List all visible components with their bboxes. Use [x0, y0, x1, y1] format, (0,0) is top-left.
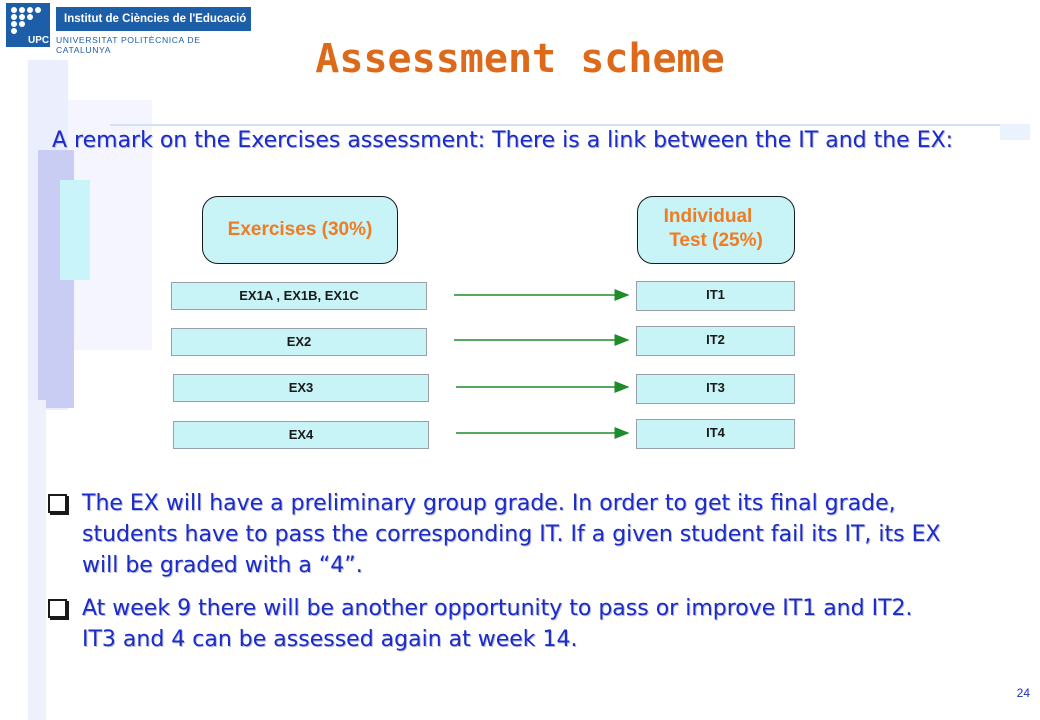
checkbox-bullet-icon [48, 599, 67, 618]
ex-box: EX4 [173, 421, 429, 449]
exercises-header: Exercises (30%) [202, 196, 398, 264]
checkbox-bullet-icon [48, 494, 67, 513]
university-name: UNIVERSITAT POLITÈCNICA DE CATALUNYA [56, 35, 201, 55]
bullet-text: At week 9 there will be another opportunity to pass or improve IT1 and IT2. IT3 and 4 can be assessed again at week 14. [82, 596, 913, 652]
ex-box: EX3 [173, 374, 429, 402]
page-title: Assessment scheme [315, 36, 725, 82]
bullet-item [48, 488, 948, 581]
page-number: 24 [1016, 686, 1030, 700]
intro-text: A remark on the Exercises assessment: There is a link between the IT and the EX: [52, 128, 954, 153]
it-box: IT2 [636, 326, 795, 356]
institute-name: Institut de Ciències de l'Educació [56, 7, 251, 31]
test-header-line1: Individual [663, 206, 753, 227]
bullet-item [48, 593, 948, 655]
ex-box: EX2 [171, 328, 427, 356]
it-box: IT3 [636, 374, 795, 404]
bullet-text: The EX will have a preliminary group grade. In order to get its final grade, students have to pass the corresponding IT. If a given student fail its IT, its EX will be graded with a “4”. [82, 491, 941, 578]
it-box: IT4 [636, 419, 795, 449]
ex-box: EX1A , EX1B, EX1C [171, 282, 427, 310]
logo-mark-text: UPC [28, 35, 50, 46]
test-header-line2: Test (25%) [669, 230, 763, 251]
it-box: IT1 [636, 281, 795, 311]
